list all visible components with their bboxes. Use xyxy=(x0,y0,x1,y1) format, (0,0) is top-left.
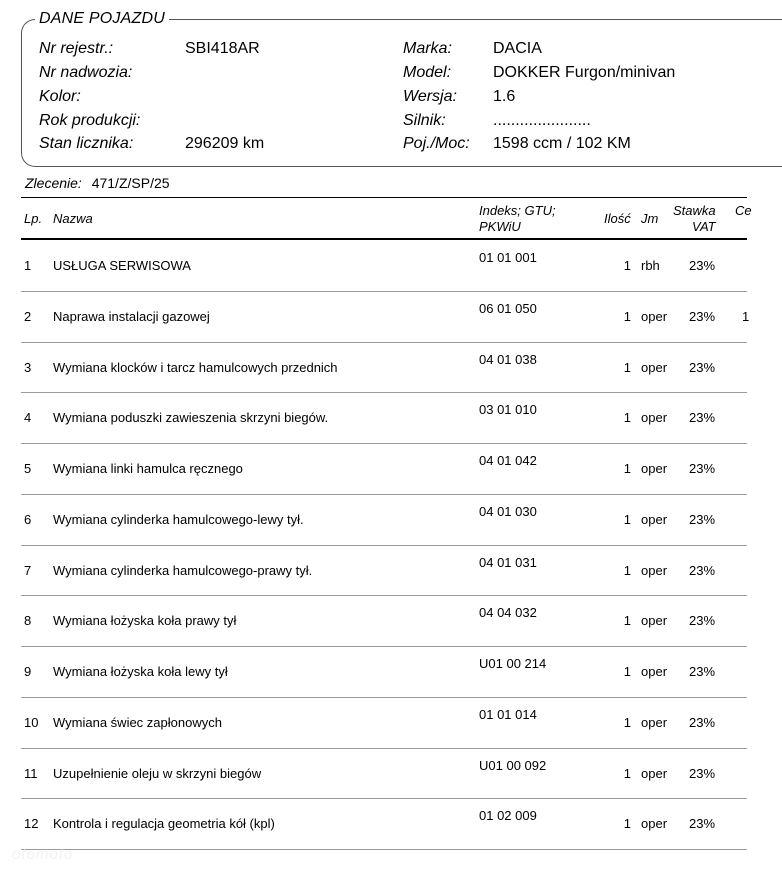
row-vat: 23% xyxy=(689,714,716,730)
row-separator xyxy=(21,443,747,444)
row-indeks: U01 00 092 xyxy=(479,757,547,773)
row-indeks: U01 00 214 xyxy=(479,656,547,671)
header-stawka-line2: VAT xyxy=(692,219,716,234)
vehicle-make-value: DACIA xyxy=(493,40,542,57)
row-ilosc: 1 xyxy=(623,613,631,629)
row-nazwa: Kontrola i regulacja geometria kół (kpl) xyxy=(53,816,275,832)
order-number xyxy=(25,175,170,191)
row-jm: oper xyxy=(641,562,668,578)
table-top-rule xyxy=(21,197,747,198)
row-vat: 23% xyxy=(689,359,716,375)
row-ilosc: 1 xyxy=(623,308,631,324)
row-separator xyxy=(21,342,747,343)
row-jm: oper xyxy=(641,410,668,426)
row-ilosc: 1 xyxy=(623,258,631,273)
row-indeks: 04 01 042 xyxy=(479,453,537,468)
vehicle-color-label: Kolor: xyxy=(39,88,81,105)
watermark: otomoto xyxy=(12,846,74,863)
vehicle-model-label: Model: xyxy=(403,64,452,81)
row-vat: 23% xyxy=(689,410,716,426)
row-lp: 7 xyxy=(24,562,32,578)
row-separator xyxy=(21,494,747,495)
row-indeks: 03 01 010 xyxy=(479,402,537,418)
row-lp: 12 xyxy=(24,816,39,832)
row-separator xyxy=(21,798,747,799)
header-indeks-line2: PKWiU xyxy=(479,219,521,234)
vehicle-box-title: DANE POJAZDU xyxy=(35,10,169,28)
row-ilosc: 1 xyxy=(623,562,631,578)
row-indeks: 01 01 001 xyxy=(479,250,537,265)
row-nazwa: Naprawa instalacji gazowej xyxy=(53,308,210,324)
vehicle-version-value: 1.6 xyxy=(493,88,516,105)
header-nazwa: Nazwa xyxy=(53,211,93,226)
row-indeks: 04 01 038 xyxy=(479,351,537,367)
row-jm: oper xyxy=(641,613,668,629)
row-lp: 8 xyxy=(24,613,32,629)
row-indeks: 01 01 014 xyxy=(479,706,537,722)
header-lp: Lp. xyxy=(24,211,43,226)
row-lp: 6 xyxy=(24,511,32,527)
row-indeks: 04 04 032 xyxy=(479,605,537,621)
row-separator xyxy=(21,595,747,596)
vehicle-odometer-label: Stan licznika: xyxy=(39,135,134,152)
row-indeks: 06 01 050 xyxy=(479,300,537,316)
row-nazwa: Wymiana klocków i tarcz hamulcowych przednich xyxy=(53,359,338,375)
row-ilosc: 1 xyxy=(623,410,631,426)
row-vat: 23% xyxy=(689,613,716,629)
header-indeks-line1: Indeks; GTU; xyxy=(479,203,556,218)
row-nazwa: USŁUGA SERWISOWA xyxy=(53,258,191,273)
vehicle-engine-label: Silnik: xyxy=(403,112,446,129)
row-separator xyxy=(21,291,747,292)
row-vat: 23% xyxy=(689,308,716,324)
row-vat: 23% xyxy=(689,765,716,781)
row-separator xyxy=(21,697,747,698)
row-nazwa: Wymiana linki hamulca ręcznego xyxy=(53,461,243,476)
row-jm: oper xyxy=(641,765,668,781)
vehicle-data-box xyxy=(21,19,782,167)
vehicle-displacement-power-value: 1598 ccm / 102 KM xyxy=(493,135,631,152)
row-jm: oper xyxy=(641,714,668,730)
row-nazwa: Wymiana cylinderka hamulcowego-prawy tył. xyxy=(53,562,313,578)
row-lp: 4 xyxy=(24,410,32,426)
row-extra: 1 xyxy=(742,308,750,324)
header-stawka-line1: Stawka xyxy=(673,203,716,218)
row-ilosc: 1 xyxy=(623,359,631,375)
vehicle-vin-label: Nr nadwozia: xyxy=(39,64,133,81)
row-indeks: 04 01 030 xyxy=(479,503,537,519)
vehicle-engine-value: ...................... xyxy=(493,112,591,129)
row-vat: 23% xyxy=(689,258,716,273)
row-nazwa: Wymiana poduszki zawieszenia skrzyni biegów. xyxy=(53,410,329,426)
vehicle-make-label: Marka: xyxy=(403,40,452,57)
row-vat: 23% xyxy=(689,461,716,476)
row-jm: oper xyxy=(641,664,668,679)
row-lp: 1 xyxy=(24,258,32,273)
row-jm: rbh xyxy=(641,258,660,273)
row-jm: oper xyxy=(641,511,668,527)
row-ilosc: 1 xyxy=(623,714,631,730)
row-jm: oper xyxy=(641,359,668,375)
row-lp: 5 xyxy=(24,461,32,476)
row-indeks: 01 02 009 xyxy=(479,808,537,824)
vehicle-displacement-power-label: Poj./Moc: xyxy=(403,135,470,152)
header-cut-column: Ce xyxy=(735,203,752,218)
row-vat: 23% xyxy=(689,816,716,832)
row-separator xyxy=(21,545,747,546)
row-lp: 9 xyxy=(24,664,32,679)
row-vat: 23% xyxy=(689,562,716,578)
row-ilosc: 1 xyxy=(623,461,631,476)
row-separator xyxy=(21,646,747,647)
row-ilosc: 1 xyxy=(623,816,631,832)
row-lp: 2 xyxy=(24,308,32,324)
row-nazwa: Wymiana łożyska koła lewy tył xyxy=(53,664,228,679)
row-ilosc: 1 xyxy=(623,511,631,527)
order-label: Zlecenie: xyxy=(25,175,82,191)
vehicle-production-year-label: Rok produkcji: xyxy=(39,112,141,129)
row-separator xyxy=(21,849,747,850)
row-vat: 23% xyxy=(689,664,716,679)
vehicle-registration-value: SBI418AR xyxy=(185,40,260,57)
vehicle-model-value: DOKKER Furgon/minivan xyxy=(493,64,676,81)
row-separator xyxy=(21,748,747,749)
table-header-rule xyxy=(21,238,747,240)
row-lp: 3 xyxy=(24,359,32,375)
header-jm: Jm xyxy=(641,211,659,226)
row-vat: 23% xyxy=(689,511,716,527)
row-nazwa: Wymiana świec zapłonowych xyxy=(53,714,222,730)
order-value: 471/Z/SP/25 xyxy=(91,175,170,191)
row-lp: 10 xyxy=(24,714,39,730)
row-nazwa: Wymiana łożyska koła prawy tył xyxy=(53,613,237,629)
row-lp: 11 xyxy=(24,765,38,781)
row-ilosc: 1 xyxy=(623,765,631,781)
vehicle-odometer-value: 296209 km xyxy=(185,135,265,152)
row-indeks: 04 01 031 xyxy=(479,554,537,570)
row-nazwa: Uzupełnienie oleju w skrzyni biegów xyxy=(53,765,262,781)
row-nazwa: Wymiana cylinderka hamulcowego-lewy tył. xyxy=(53,511,304,527)
row-ilosc: 1 xyxy=(623,664,631,679)
row-jm: oper xyxy=(641,308,668,324)
row-jm: oper xyxy=(641,816,668,832)
header-ilosc: Ilość xyxy=(604,211,631,226)
vehicle-version-label: Wersja: xyxy=(403,88,457,105)
vehicle-registration-label: Nr rejestr.: xyxy=(39,40,114,57)
row-separator xyxy=(21,392,747,393)
row-jm: oper xyxy=(641,461,668,476)
